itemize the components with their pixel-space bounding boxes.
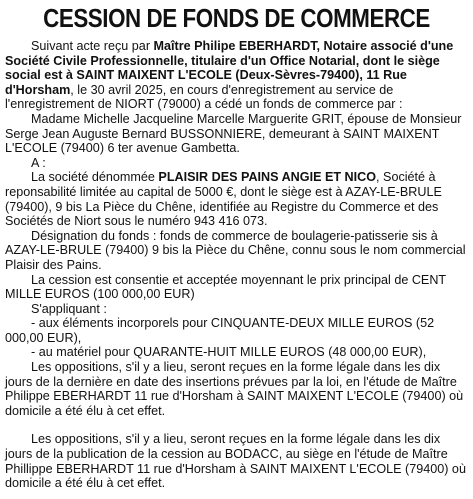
applying-label: S'appliquant : [31, 301, 107, 316]
notice-title: CESSION DE FONDS DE COMMERCE [43, 3, 430, 33]
intro-lead: Suivant acte reçu par [31, 39, 154, 53]
designation-paragraph: Désignation du fonds : fonds de commerce de boulagerie-patisserie sis à AZAY-LE-BRULE (79400) 9 bis la Pièce du Chêne, connu sous le nom commercial Plaisir des Pains. [5, 228, 466, 272]
price-paragraph: La cession est consentie et acceptée moyennant le prix principal de CENT MILLE EUROS (100 000,00 EUR) [5, 272, 446, 302]
buyer-tail: , Société à reponsabilité limitée au capital de 5000 €, dont le siège est à AZAY-LE-BRULE (79400), 9 bis La Pièce du Chêne, identifiée au Registre du Commerce et des Sociétés de Niort sous le numéro 943 416 073. [5, 170, 442, 229]
intro-tail: , le 30 avril 2025, en cours d'enregistrement au service de l'enregistrement de NIORT (79000) a cédé un fonds de commerce par : [5, 82, 403, 112]
opposition-paragraph-bodacc: Les oppositions, s'il y a lieu, seront reçues en la forme légale dans les dix jours de la publication de la cession au BODACC, au siège en l'étude de Maître Phillippe EBERHARDT 11 rue d'Horsham à SAINT MAIXENT L'ECOLE (79400) où domicile a été élu à cet effet. [5, 432, 466, 491]
buyer-paragraph [5, 170, 468, 228]
seller-paragraph: Madame Michelle Jacqueline Marcelle Marguerite GRIT, épouse de Monsieur Serge Jean Auguste Bernard BUSSONNIERE, demeurant à SAINT MAIXENT L'ECOLE (79400) 6 ter avenue Gambetta. [5, 111, 462, 156]
allocation-item-equipment: - au matériel pour QUARANTE-HUIT MILLE EUROS (48 000,00 EUR), [31, 345, 427, 360]
allocation-item-intangible: - aux éléments incorporels pour CINQUANTE-DEUX MILLE EUROS (52 000,00 EUR), [5, 316, 435, 345]
intro-paragraph [5, 39, 468, 112]
opposition-paragraph-law: Les oppositions, s'il y a lieu, seront reçues en la forme légale dans les dix jours de la dernière en date des insertions prévues par la loi, en l'étude de Maître Philippe EBERHARDT 11 rue d'Horsham à SAINT MAIXENT L'ECOLE (79400) où domicile a été élu à cet effet. [5, 360, 464, 418]
notary-name: Maître Philipe EBERHARDT, Notaire associé d'une Société Civile Professionnelle, titulaire d'un Office Notarial, dont le siège social est à SAINT MAIXENT L'ECOLE (Deux-Sèvres-79400), 11 Rue d'Horsham [5, 39, 454, 97]
to-label: A : [31, 155, 46, 170]
paragraph-gap [5, 418, 468, 432]
buyer-lead: La société dénommée [31, 170, 159, 185]
buyer-name: PLAISIR DES PAINS ANGIE ET NICO [158, 170, 377, 185]
